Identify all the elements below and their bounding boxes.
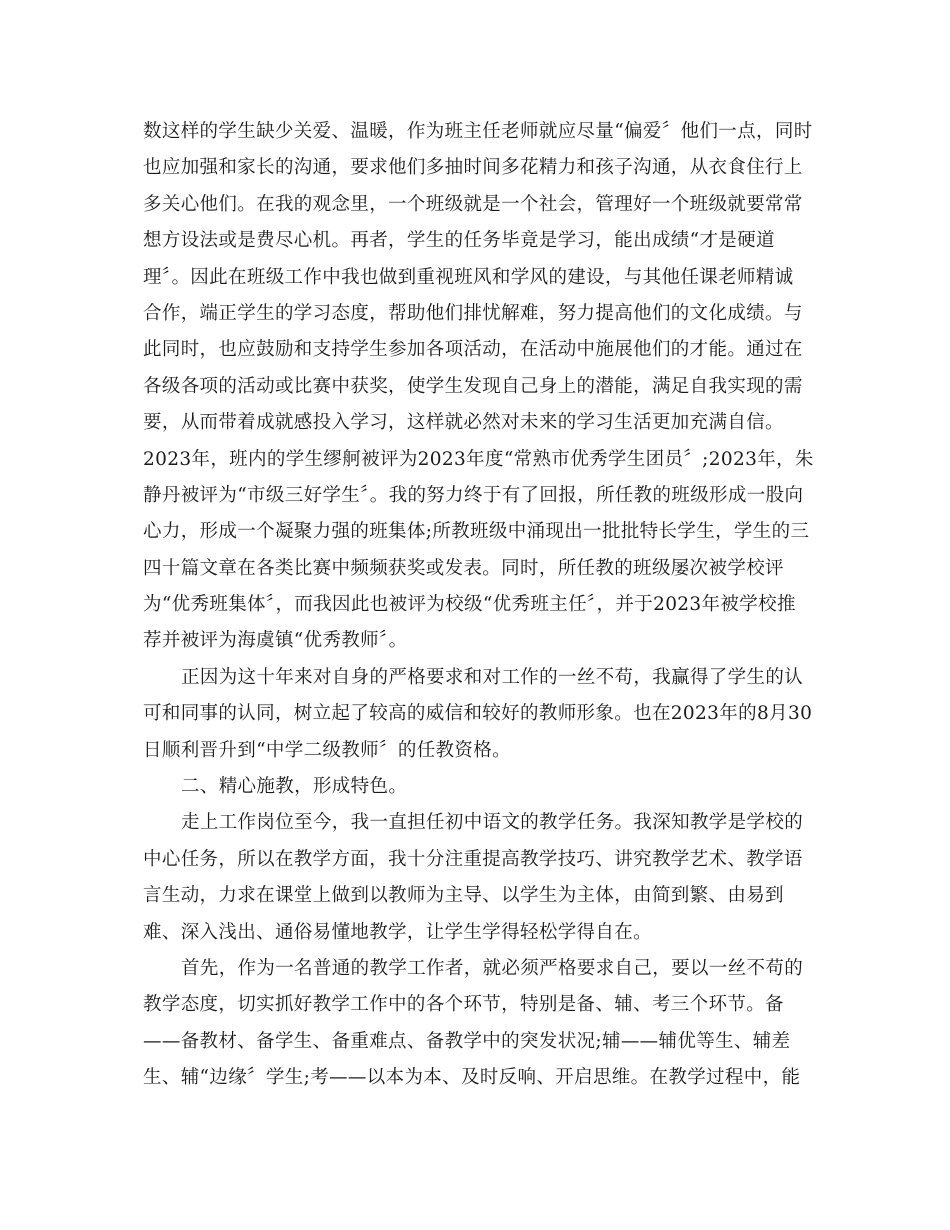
text-line: 也应加强和家长的沟通，要求他们多抽时间多花精力和孩子沟通，从衣食住行上 (143, 157, 803, 179)
text-line: 多关心他们。在我的观念里，一个班级就是一个社会，管理好一个班级就要常常 (143, 193, 803, 215)
text-line: 日顺利晋升到“中学二级教师〞的任教资格。 (143, 739, 511, 761)
paragraph-start-line: 正因为这十年来对自身的严格要求和对工作的一丝不苟，我赢得了学生的认 (181, 666, 804, 688)
text-line: 此同时，也应鼓励和支持学生参加各项活动，在活动中施展他们的才能。通过在 (143, 339, 803, 361)
text-line: ——备教材、备学生、备重难点、备教学中的突发状况;辅——辅优等生、辅差 (143, 1030, 791, 1052)
text-line: 生、辅“边缘〞学生;考——以本为本、及时反响、开启思维。在教学过程中，能 (143, 1067, 801, 1089)
text-line: 静丹被评为“市级三好学生〞。我的努力终于有了回报，所任教的班级形成一股向 (143, 484, 804, 506)
text-line: 荐并被评为海虞镇“优秀教师〞。 (143, 630, 408, 652)
text-line: 要，从而带着成就感投入学习，这样就必然对未来的学习生活更加充满自信。 (143, 412, 784, 434)
paragraph-start-line: 走上工作岗位至今，我一直担任初中语文的教学任务。我深知教学是学校的 (181, 812, 804, 834)
text-line: 各级各项的活动或比赛中获奖，使学生发现自己身上的潜能，满足自我实现的需 (143, 375, 803, 397)
text-line: 2023年，班内的学生缪舸被评为2023年度“常熟市优秀学生团员〞;2023年，朱 (143, 448, 814, 470)
text-line: 言生动，力求在课堂上做到以教师为主导、以学生为主体，由简到繁、由易到 (143, 885, 784, 907)
text-line: 中心任务，所以在教学方面，我十分注重提高教学技巧、讲究教学艺术、教学语 (143, 848, 803, 870)
text-line: 理〞。因此在班级工作中我也做到重视班风和学风的建设，与其他任课老师精诚 (143, 266, 794, 288)
text-line: 可和同事的认同，树立起了较高的威信和较好的教师形象。也在2023年的8月30 (143, 703, 813, 725)
text-line: 想方设法或是费尽心机。再者，学生的任务毕竟是学习，能出成绩“才是硬道 (143, 230, 775, 252)
section-heading: 二、精心施教，形成特色。 (181, 776, 408, 798)
paragraph-start-line: 首先，作为一名普通的教学工作者，就必须严格要求自己，要以一丝不苟的 (181, 957, 804, 979)
text-line: 数这样的学生缺少关爱、温暖，作为班主任老师就应尽量“偏爱〞他们一点，同时 (143, 121, 813, 142)
text-line: 四十篇文章在各类比赛中频频获奖或发表。同时，所任教的班级屡次被学校评 (143, 557, 784, 579)
text-line: 为“优秀班集体〞，而我因此也被评为校级“优秀班主任〞，并于2023年被学校推 (143, 594, 796, 616)
text-line: 心力，形成一个凝聚力强的班集体;所教班级中涌现出一批批特长学生，学生的三 (143, 521, 810, 543)
text-line: 教学态度，切实抓好教学工作中的各个环节，特别是备、辅、考三个环节。备 (143, 994, 784, 1016)
document-body (143, 114, 814, 1097)
text-line: 难、深入浅出、通俗易懂地教学，让学生学得轻松学得自在。 (143, 921, 652, 943)
text-line: 合作，端正学生的学习态度，帮助他们排忧解难，努力提高他们的文化成绩。与 (143, 302, 803, 324)
